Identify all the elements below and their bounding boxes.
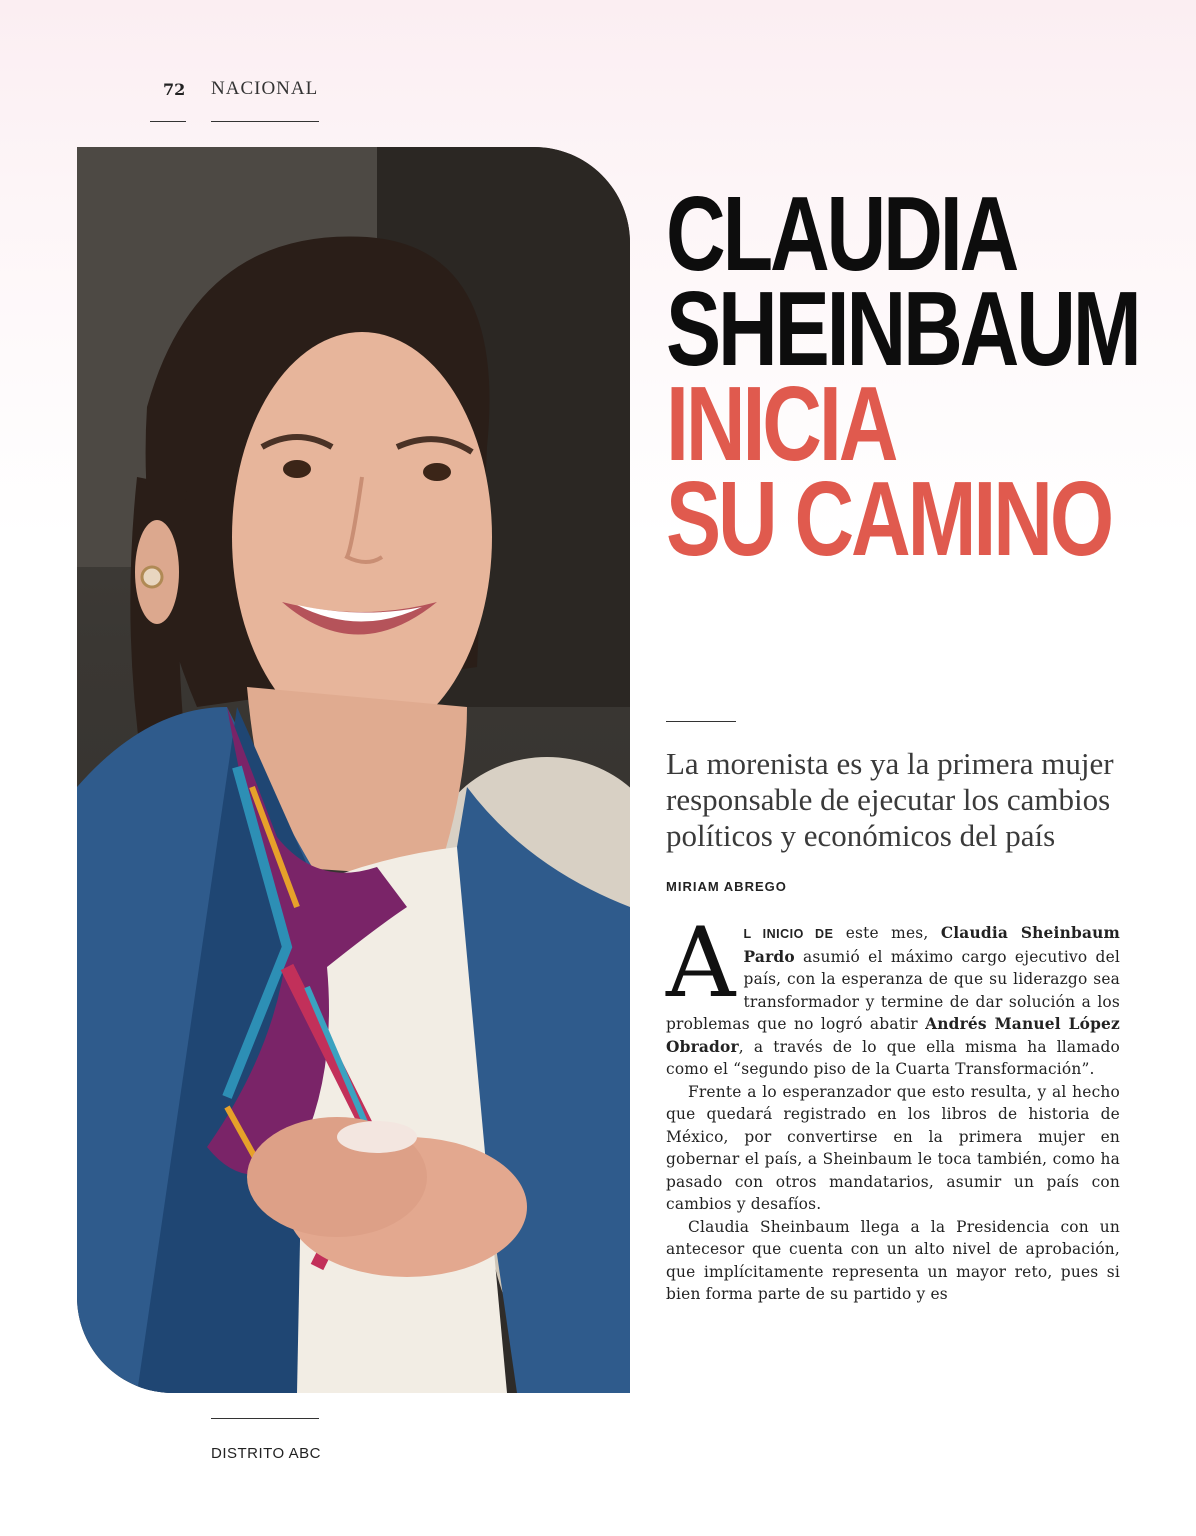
article-body: [666, 907, 1120, 1306]
publication-name: DISTRITO ABC: [211, 1445, 321, 1462]
footer-rule: [211, 1418, 319, 1419]
folio-rule-left: [150, 121, 186, 122]
subheadline: La morenista es ya la primera mujer responsable de ejecutar los cambios políticos y económicos del país: [666, 746, 1114, 853]
drop-cap: A: [666, 907, 736, 1019]
paragraph-2: Frente a lo esperanzador que esto resulta, y al hecho que quedará registrado en los libros de historia de México, por convertirse en la primera mujer en gobernar el país, a Sheinbaum le toca también, como ha pasado con otros mandatarios, asumir un país con cambios y desafíos.: [666, 1082, 1120, 1213]
portrait-illustration: [77, 147, 630, 1393]
paragraph-1-text-b: asumió el máximo cargo ejecutivo del país, con la esperanza de que su liderazgo sea transformador y termine de dar solución a los problemas que no logró abatir: [666, 947, 1120, 1033]
folio-rule-right: [211, 121, 319, 122]
paragraph-1-text-a: este mes,: [833, 924, 941, 942]
headline-line-2: SHEINBAUM: [666, 270, 1139, 388]
byline: MIRIAM ABREGO: [666, 879, 787, 894]
headline-line-1: CLAUDIA: [666, 175, 1017, 293]
person-name-amlo: Andrés Manuel López Obrador: [666, 1015, 1120, 1056]
headline-line-3: INICIA: [666, 365, 896, 483]
headline: [666, 175, 1139, 578]
person-name-sheinbaum: Claudia Sheinbaum Pardo: [743, 924, 1120, 966]
paragraph-1-text-c: , a través de lo que ella misma ha llamado como el “segundo piso de la Cuarta Transformación”.: [666, 1037, 1120, 1078]
section-label: NACIONAL: [211, 78, 319, 99]
lead-in-caps: L INICIO DE: [743, 927, 834, 941]
paragraph-1: [666, 907, 1120, 1081]
paragraph-3: Claudia Sheinbaum llega a la Presidencia con un antecesor que cuenta con un alto nivel de aprobación, que implícitamente representa un mayor reto, pues si bien forma parte de su partido y es: [666, 1217, 1120, 1303]
headline-rule: [666, 721, 736, 722]
portrait-photo: [77, 147, 630, 1393]
page-number: 72: [163, 80, 186, 99]
headline-line-4: SU CAMINO: [666, 460, 1112, 578]
